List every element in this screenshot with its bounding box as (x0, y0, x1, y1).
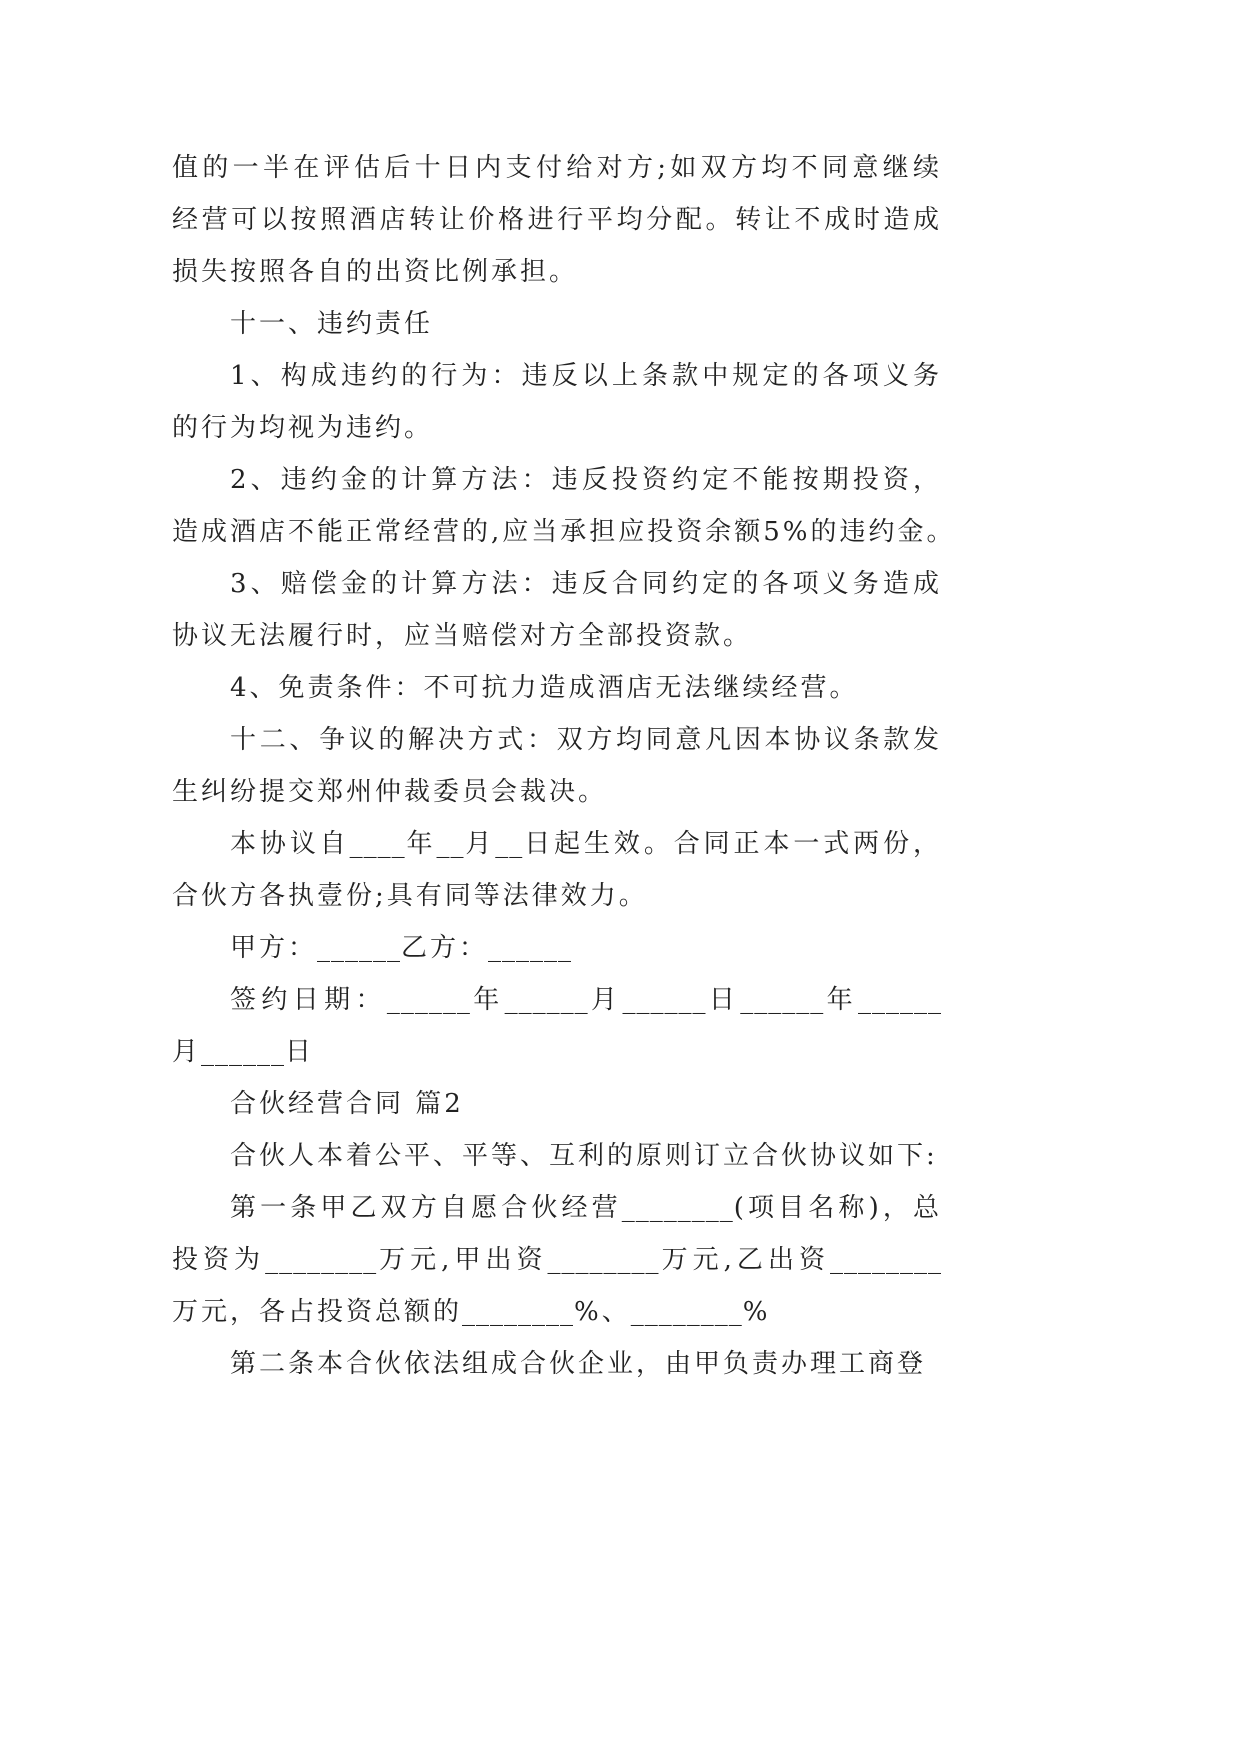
text-line: 合伙经营合同 篇2 (230, 1089, 464, 1119)
paragraph (172, 298, 942, 350)
text-line: 十二、争议的解决方式：双方均同意凡因本协议条款发 (230, 725, 942, 755)
fill-in-blank: ______ (857, 985, 942, 1015)
fill-in-blank: ______ (504, 985, 589, 1015)
fill-in-blank: ______ (317, 933, 402, 963)
fill-in-blank: ________ (547, 1245, 660, 1275)
fill-in-blank: ______ (386, 985, 471, 1015)
fill-in-blank: __ (495, 829, 524, 859)
fill-in-blank: ______ (622, 985, 707, 1015)
fill-in-blank: ________ (630, 1297, 743, 1327)
text-line: 生纠纷提交郑州仲裁委员会裁决。 (172, 777, 608, 807)
fill-in-blank: __ (436, 829, 465, 859)
text-line: 甲方：______乙方：______ (230, 933, 573, 963)
text-line: 十一、违约责任 (230, 309, 434, 339)
paragraph (172, 714, 942, 818)
text-line: 值的一半在评估后十日内支付给对方;如双方均不同意继续 (172, 153, 942, 183)
fill-in-blank: ____ (349, 829, 406, 859)
text-line: 损失按照各自的出资比例承担。 (172, 257, 579, 287)
continued-paragraph (172, 142, 942, 298)
fill-in-blank: ________ (621, 1193, 734, 1223)
text-line: 第一条甲乙双方自愿合伙经营________(项目名称)，总 (230, 1193, 942, 1223)
text-line: 协议无法履行时，应当赔偿对方全部投资款。 (172, 621, 753, 651)
text-line: 的行为均视为违约。 (172, 413, 434, 443)
text-line: 合伙方各执壹份;具有同等法律效力。 (172, 881, 648, 911)
fill-in-blank: ______ (488, 933, 573, 963)
text-line: 4、免责条件：不可抗力造成酒店无法继续经营。 (230, 673, 859, 703)
fill-in-blank: ________ (830, 1245, 942, 1275)
text-line: 2、违约金的计算方法：违反投资约定不能按期投资， (230, 465, 942, 495)
fill-in-blank: ________ (265, 1245, 378, 1275)
paragraph (172, 922, 942, 974)
text-line: 1、构成违约的行为：违反以上条款中规定的各项义务 (230, 361, 942, 391)
paragraph (172, 558, 942, 662)
paragraph (172, 1130, 942, 1182)
text-line: 合伙人本着公平、平等、互利的原则订立合伙协议如下: (230, 1141, 938, 1171)
text-line: 3、赔偿金的计算方法：违反合同约定的各项义务造成 (230, 569, 942, 599)
text-line: 造成酒店不能正常经营的,应当承担应投资余额5%的违约金。 (172, 517, 956, 547)
document-body (172, 142, 956, 1390)
fill-in-blank: ________ (462, 1297, 575, 1327)
fill-in-blank: ______ (740, 985, 825, 1015)
text-line: 万元，各占投资总额的________%、________% (172, 1297, 771, 1327)
paragraph (172, 1338, 942, 1390)
text-line: 第二条本合伙依法组成合伙企业，由甲负责办理工商登 (230, 1349, 927, 1379)
paragraph (172, 454, 956, 558)
paragraph (172, 1182, 942, 1338)
fill-in-blank: ______ (201, 1037, 286, 1067)
text-line: 投资为________万元,甲出资________万元,乙出资________ (172, 1245, 942, 1275)
text-line: 本协议自____年__月__日起生效。合同正本一式两份， (230, 829, 942, 859)
text-line: 月______日 (172, 1037, 315, 1067)
paragraph (172, 974, 942, 1078)
paragraph (172, 1078, 942, 1130)
paragraph (172, 662, 942, 714)
text-line: 经营可以按照酒店转让价格进行平均分配。转让不成时造成 (172, 205, 942, 235)
paragraph (172, 818, 942, 922)
paragraph (172, 350, 942, 454)
text-line: 签约日期：______年______月______日______年______ (230, 985, 942, 1015)
